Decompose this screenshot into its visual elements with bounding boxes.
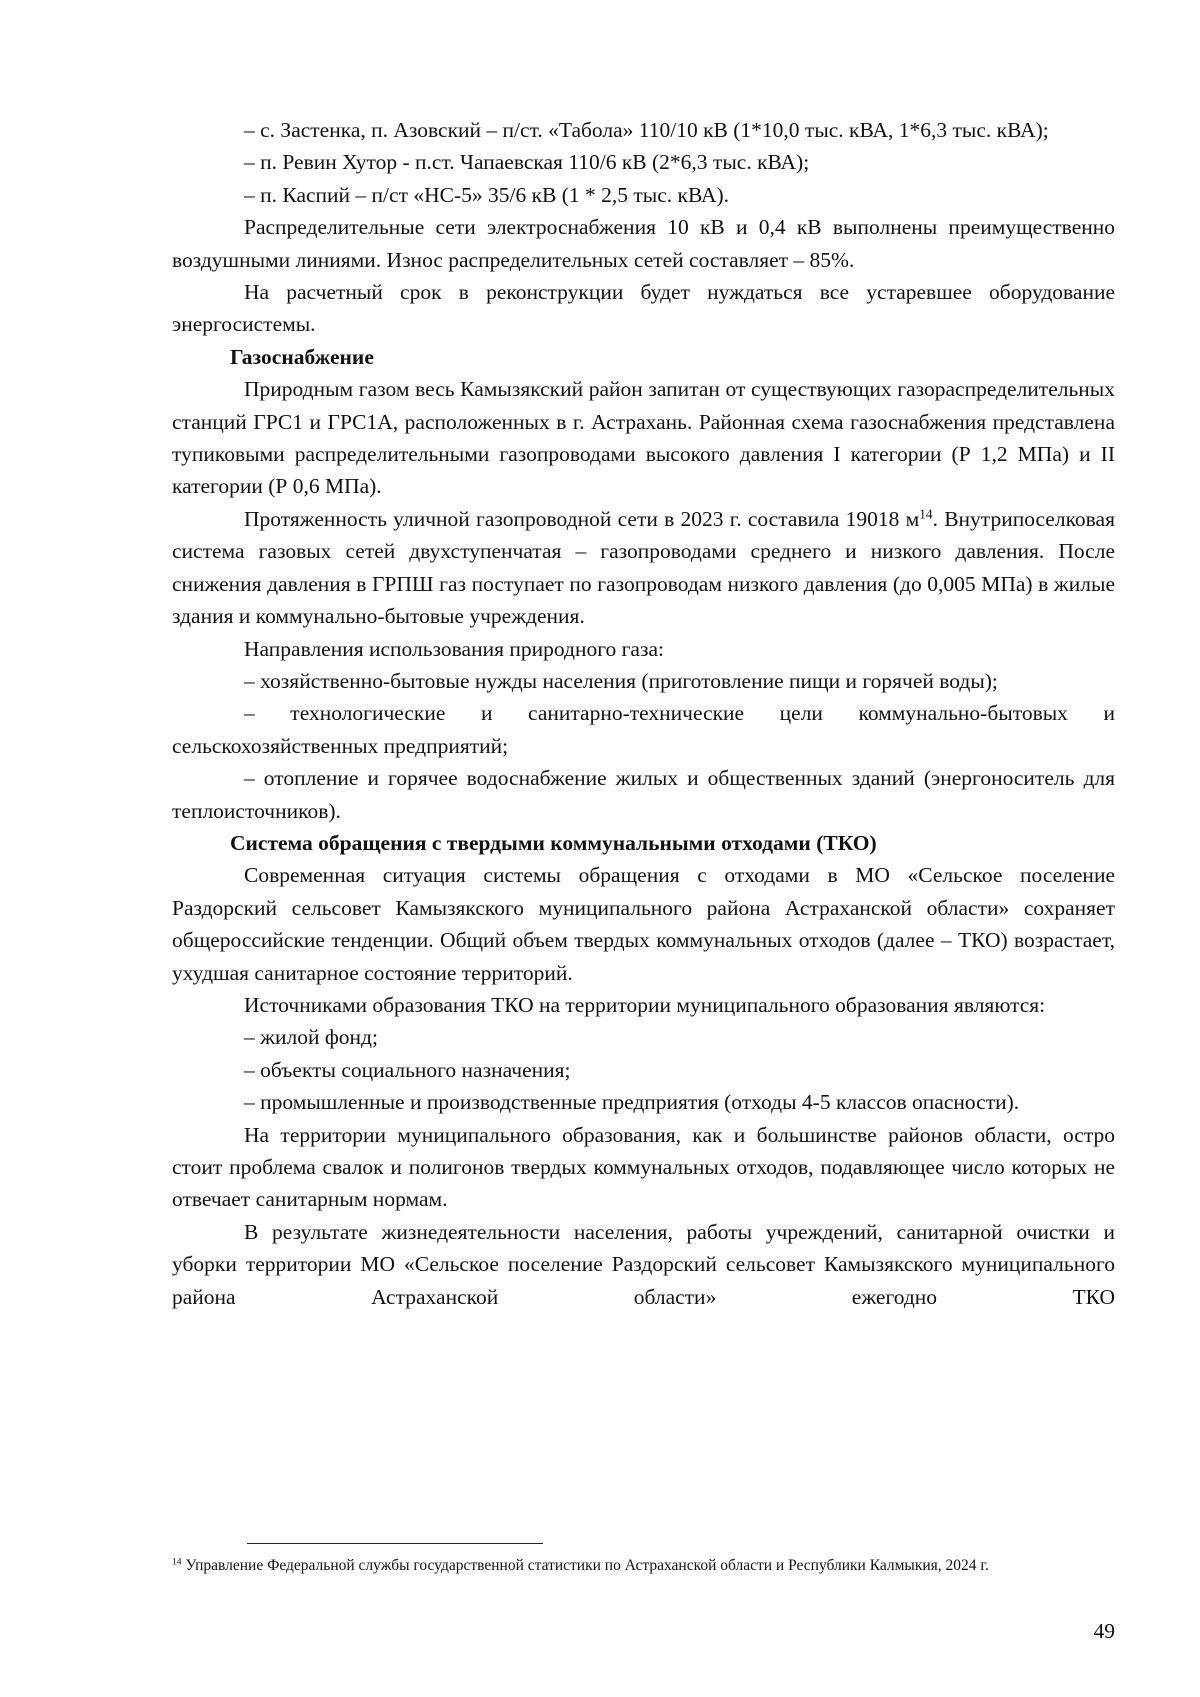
list-item-industrial-enterprises: – промышленные и производственные предприятия (отходы 4-5 классов опасности).: [244, 1090, 1020, 1115]
paragraph-landfills: На территории муниципального образования, как и большинстве районов области, остро стоит проблема свалок и полигонов твердых коммунальных отходов, подавляющее число которых не отвечает санитарным нормам.: [172, 1122, 1115, 1212]
paragraph-waste-sources: Источниками образования ТКО на территории муниципального образования являются:: [244, 992, 1046, 1017]
heading-waste-system: Система обращения с твердыми коммунальными отходами (ТКО): [230, 830, 877, 855]
page-number: 49: [1093, 1619, 1115, 1643]
list-item-kaspiy: – п. Каспий – п/ст «НС-5» 35/6 кВ (1 * 2,5 тыс. кВА).: [244, 182, 730, 207]
paragraph-distribution-networks: Распределительные сети электроснабжения 10 кВ и 0,4 кВ выполнены преимущественно воздушными линиями. Износ распределительных сетей составляет – 85%.: [172, 215, 1115, 272]
list-item-household-needs: – хозяйственно-бытовые нужды населения (приготовление пищи и горячей воды);: [244, 668, 998, 693]
list-item-technological-goals: – технологические и санитарно-технические цели коммунально-бытовых и сельскохозяйственных предприятий;: [172, 701, 1115, 758]
paragraph-gas-directions: Направления использования природного газа:: [244, 636, 664, 661]
paragraph-reconstruction: На расчетный срок в реконструкции будет нуждаться все устаревшее оборудование энергосистемы.: [172, 280, 1115, 337]
footnote: [172, 1555, 1115, 1576]
list-item-zastenka: – с. Застенка, п. Азовский – п/ст. «Табола» 110/10 кВ (1*10,0 тыс. кВА, 1*6,3 тыс. кВА);: [244, 118, 1049, 142]
footnote-mark: 14: [172, 1556, 182, 1568]
list-item-social-objects: – объекты социального назначения;: [244, 1057, 571, 1082]
paragraph-annual-waste: В результате жизнедеятельности населения, работы учреждений, санитарной очистки и уборки территории МО «Сельское поселение Раздорский сельсовет Камызякского муниципального района Астраханской области» ежегодно ТКО: [172, 1219, 1115, 1309]
paragraph-gas-network-length: [172, 503, 1115, 633]
footnote-text: Управление Федеральной службы государственной статистики по Астраханской области и Республики Калмыкия, 2024 г.: [181, 1557, 989, 1574]
list-item-revin-khutor: – п. Ревин Хутор - п.ст. Чапаевская 110/6 кВ (2*6,3 тыс. кВА);: [244, 150, 810, 175]
footnote-reference: 14: [919, 506, 933, 522]
gas-length-text-continued: . Внутрипоселковая система газовых сетей двухступенчатая – газопроводами среднего и низкого давления. После снижения давления в ГРПШ газ поступает по газопроводам низкого давления (до 0,005 МПа) в жилые здания и коммунально-бытовые учреждения.: [172, 506, 1115, 629]
gas-length-text: Протяженность уличной газопроводной сети в 2023 г. составила 19018 м: [244, 506, 920, 531]
body-text: [172, 114, 1115, 1313]
list-item-housing: – жилой фонд;: [244, 1025, 378, 1050]
footnote-separator: [247, 1543, 543, 1544]
paragraph-waste-situation: Современная ситуация системы обращения с отходами в МО «Сельское поселение Раздорский сельсовет Камызякского муниципального района Астраханской области» сохраняет общероссийские тенденции. Общий объем твердых коммунальных отходов (далее – ТКО) возрастает, ухудшая санитарное состояние территорий.: [172, 863, 1115, 985]
paragraph-gas-district: Природным газом весь Камызякский район запитан от существующих газораспределительных станций ГРС1 и ГРС1А, расположенных в г. Астрахань. Районная схема газоснабжения представлена тупиковыми распределительными газопроводами высокого давления I категории (Р 1,2 МПа) и II категории (Р 0,6 МПа).: [172, 377, 1115, 499]
heading-gas-supply: Газоснабжение: [230, 344, 374, 369]
list-item-heating: – отопление и горячее водоснабжение жилых и общественных зданий (энергоноситель для теплоисточников).: [172, 766, 1115, 823]
